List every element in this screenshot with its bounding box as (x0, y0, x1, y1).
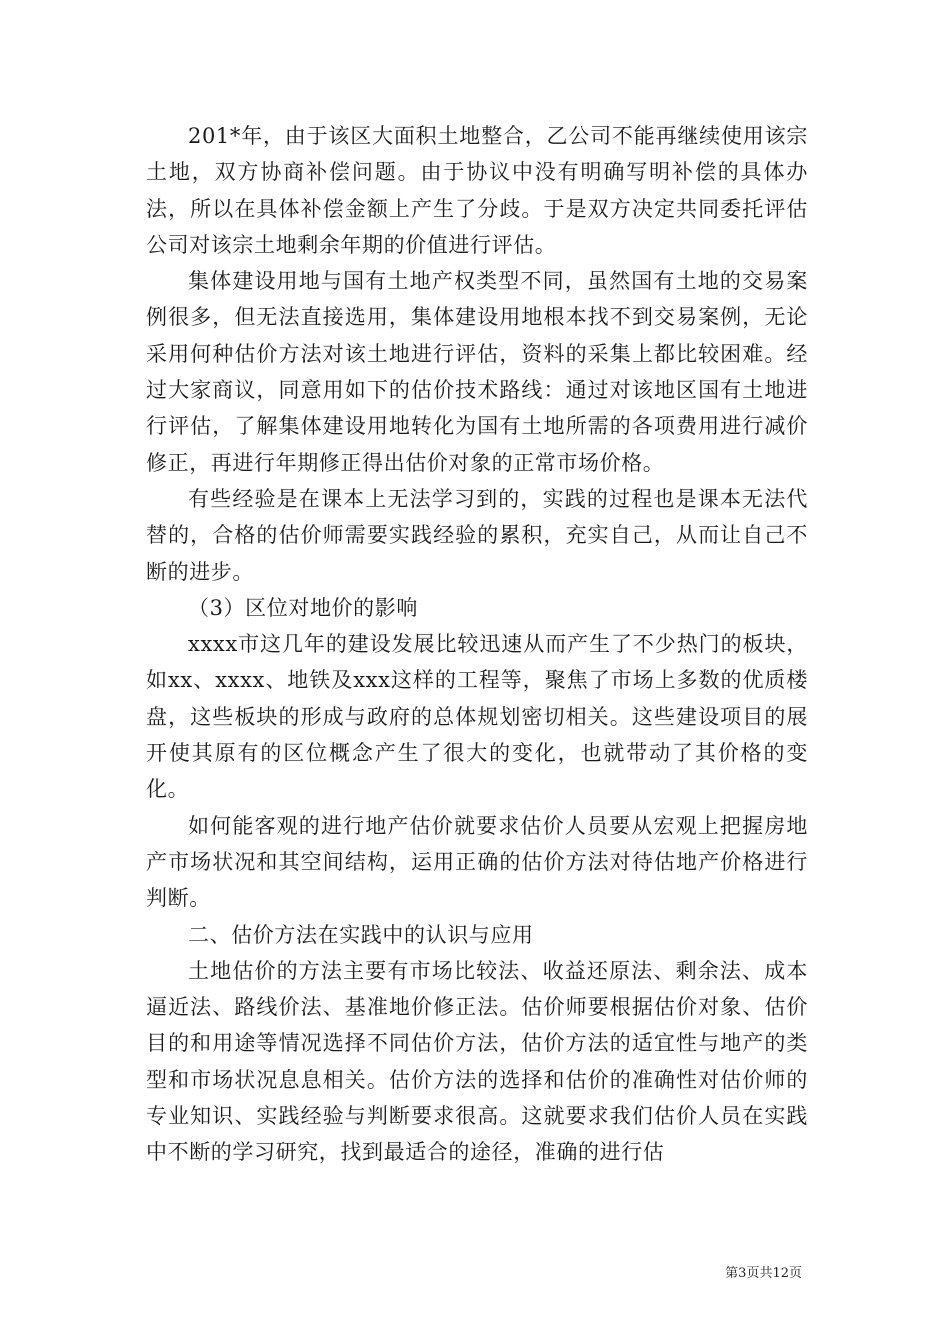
document-body (146, 118, 808, 1171)
paragraph-valuation-methods: 土地估价的方法主要有市场比较法、收益还原法、剩余法、成本逼近法、路线价法、基准地价修正法。估价师要根据估价对象、估价目的和用途等情况选择不同估价方法，估价方法的适宜性与地产的类型和市场状况息息相关。估价方法的选择和估价的准确性对估价师的专业知识、实践经验与判断要求很高。这就要求我们估价人员在实践中不断的学习研究，找到最适合的途径，准确的进行估 (146, 958, 808, 1165)
paragraph-objective-valuation: 如何能客观的进行地产估价就要求估价人员要从宏观上把握房地产市场状况和其空间结构，运用正确的估价方法对待估地产价格进行判断。 (146, 813, 808, 911)
paragraph-compensation-dispute: 201*年，由于该区大面积土地整合，乙公司不能再继续使用该宗土地，双方协商补偿问题。由于协议中没有明确写明补偿的具体办法，所以在具体补偿金额上产生了分歧。于是双方决定共同委托评估公司对该宗土地剩余年期的价值进行评估。 (146, 124, 808, 257)
paragraph-practice-experience: 有些经验是在课本上无法学习到的，实践的过程也是课本无法代替的，合格的估价师需要实践经验的累积，充实自己，从而让自己不断的进步。 (146, 486, 808, 584)
page-number-footer: 第3页共12页 (725, 1266, 802, 1281)
paragraph-land-type-difference: 集体建设用地与国有土地产权类型不同，虽然国有土地的交易案例很多，但无法直接选用，集体建设用地根本找不到交易案例，无论采用何种估价方法对该土地进行评估，资料的采集上都比较困难。经过大家商议，同意用如下的估价技术路线：通过对该地区国有土地进行评估，了解集体建设用地转化为国有土地所需的各项费用进行减价修正，再进行年期修正得出估价对象的正常市场价格。 (146, 269, 808, 475)
paragraph-city-development: xxxx市这几年的建设发展比较迅速从而产生了不少热门的板块，如xx、xxxx、地铁及xxx这样的工程等，聚焦了市场上多数的优质楼盘，这些板块的形成与政府的总体规划密切相关。这些建设项目的展开使其原有的区位概念产生了很大的变化，也就带动了其价格的变化。 (146, 632, 808, 802)
section-heading-valuation-methods: 二、估价方法在实践中的认识与应用 (188, 922, 534, 947)
section-heading-location-impact: （3）区位对地价的影响 (188, 595, 418, 620)
